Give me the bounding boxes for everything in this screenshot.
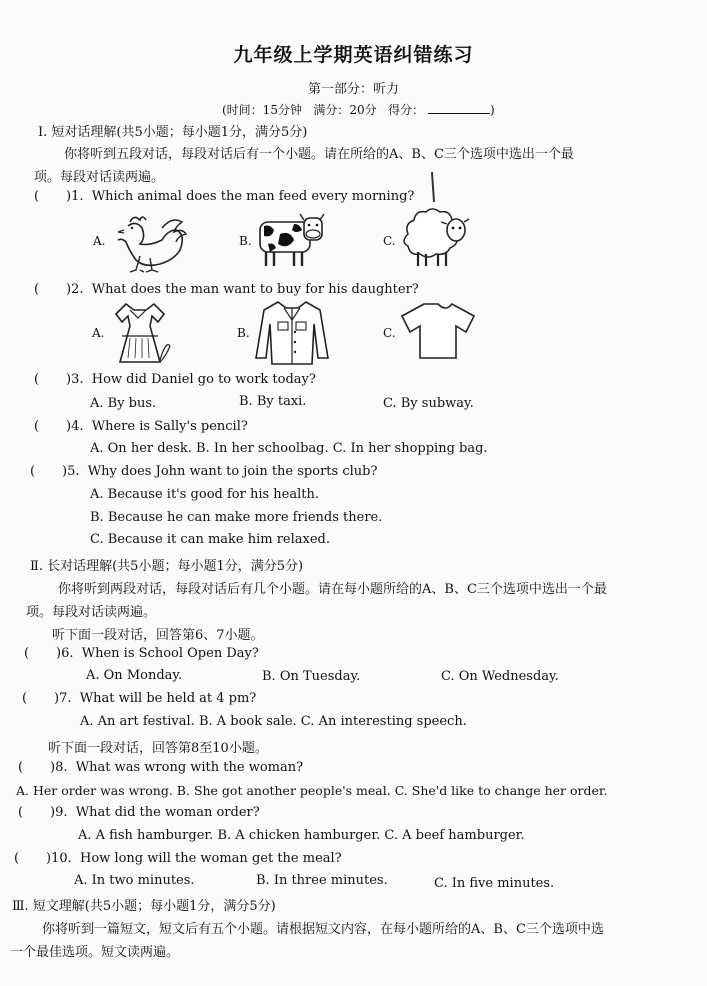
exam-meta [222,101,495,118]
options-line: A. An art festival. B. A book sale. C. An interesting speech. [80,714,467,729]
part-heading: 第一部分：听力 [307,82,399,97]
dialogue-lead-2: 听下面一段对话，回答第8至10小题。 [48,741,268,756]
option-c-label: C. [383,326,396,340]
question-6 [24,646,259,661]
options-line: A. A fish hamburger. B. A chicken hamburger. C. A beef hamburger. [78,828,525,843]
dialogue-lead-1: 听下面一段对话，回答第6、7小题。 [52,628,264,643]
question-1 [34,189,414,204]
option-a-label: A. [92,326,105,340]
question-number: )3. [66,372,84,387]
question-8 [18,760,303,775]
option-b-label: B. [239,234,252,248]
option-b: B. In three minutes. [256,873,388,888]
answer-paren[interactable]: ( [14,851,20,866]
option-b: B. On Tuesday. [262,669,361,684]
question-number: )1. [66,189,84,204]
question-10 [14,851,342,866]
option-c: C. Because it can make him relaxed. [90,532,331,547]
tshirt-icon [398,300,478,362]
option-a-label: A. [93,234,106,248]
option-c: C. On Wednesday. [441,669,559,684]
answer-paren[interactable]: ( [34,282,40,297]
option-c: C. In five minutes. [434,876,555,891]
question-text: Where is Sally's pencil? [91,419,248,434]
option-a: A. On Monday. [86,668,183,683]
question-4 [34,419,248,434]
score-blank[interactable] [428,103,490,114]
question-9 [18,805,260,820]
question-number: )8. [50,760,68,775]
section2-instruction-line2: 项。每段对话读两遍。 [26,605,157,620]
question-text: Why does John want to join the sports club? [87,464,378,479]
question-number: )9. [50,805,68,820]
answer-paren[interactable]: ( [34,189,40,204]
section2-heading: Ⅱ. 长对话理解(共5小题；每小题1分，满分5分) [30,559,304,574]
section1-instruction-line1: 你将听到五段对话，每段对话后有一个小题。请在所给的A、B、C三个选项中选出一个最 [64,147,574,162]
question-7 [22,691,256,706]
option-c-label: C. [383,234,396,248]
question-3 [34,372,316,387]
question-text: How did Daniel go to work today? [91,372,316,387]
option-a: A. By bus. [90,396,157,411]
meta-close: ) [489,103,495,117]
answer-paren[interactable]: ( [24,646,30,661]
time-text: (时间：15分钟 [222,103,302,117]
section3-instruction-line1: 你将听到一篇短文，短文后有五个小题。请根据短文内容，在每小题所给的A、B、C三个选项中选 [42,922,604,937]
question-text: What does the man want to buy for his daughter? [91,282,419,297]
option-a: A. In two minutes. [74,873,195,888]
question-number: )4. [66,419,84,434]
pen-mark [431,172,435,202]
rooster-icon [110,212,188,274]
score-label: 得分： [388,103,425,117]
answer-paren[interactable]: ( [34,372,40,387]
jacket-icon [254,298,330,366]
question-text: What did the woman order? [75,805,260,820]
question-number: )7. [54,691,72,706]
section3-instruction-line2: 一个最佳选项。短文读两遍。 [10,945,180,960]
question-number: )10. [46,851,72,866]
full-score-text: 满分：20分 [313,103,377,117]
option-a: A. Because it's good for his health. [90,487,320,502]
dress-icon [108,300,178,366]
answer-paren[interactable]: ( [22,691,28,706]
answer-paren[interactable]: ( [30,464,36,479]
option-c: C. By subway. [383,396,474,411]
question-text: What was wrong with the woman? [75,760,304,775]
question-2 [34,282,419,297]
question-number: )5. [62,464,80,479]
page-title: 九年级上学期英语纠错练习 [233,44,474,66]
option-b: B. By taxi. [239,394,307,409]
question-text: What will be held at 4 pm? [79,691,257,706]
answer-paren[interactable]: ( [18,760,24,775]
sheep-icon [400,206,472,270]
cow-icon [254,212,326,270]
section1-heading: Ⅰ. 短对话理解(共5小题；每小题1分，满分5分) [38,125,308,140]
question-number: )6. [56,646,74,661]
question-text: When is School Open Day? [81,646,259,661]
section3-heading: Ⅲ. 短文理解(共5小题；每小题1分，满分5分) [12,899,276,914]
answer-paren[interactable]: ( [34,419,40,434]
options-line: A. On her desk. B. In her schoolbag. C. In her shopping bag. [90,441,488,456]
option-b: B. Because he can make more friends there. [90,510,383,525]
question-5 [30,464,377,479]
question-text: How long will the woman get the meal? [80,851,342,866]
option-b-label: B. [237,326,250,340]
options-line: A. Her order was wrong. B. She got another people's meal. C. She'd like to change her order. [16,783,608,798]
section1-instruction-line2: 项。每段对话读两遍。 [34,170,165,185]
question-text: Which animal does the man feed every morning? [91,189,415,204]
section2-instruction-line1: 你将听到两段对话，每段对话后有几个小题。请在每小题所给的A、B、C三个选项中选出一个最 [58,582,607,597]
question-number: )2. [66,282,84,297]
answer-paren[interactable]: ( [18,805,24,820]
